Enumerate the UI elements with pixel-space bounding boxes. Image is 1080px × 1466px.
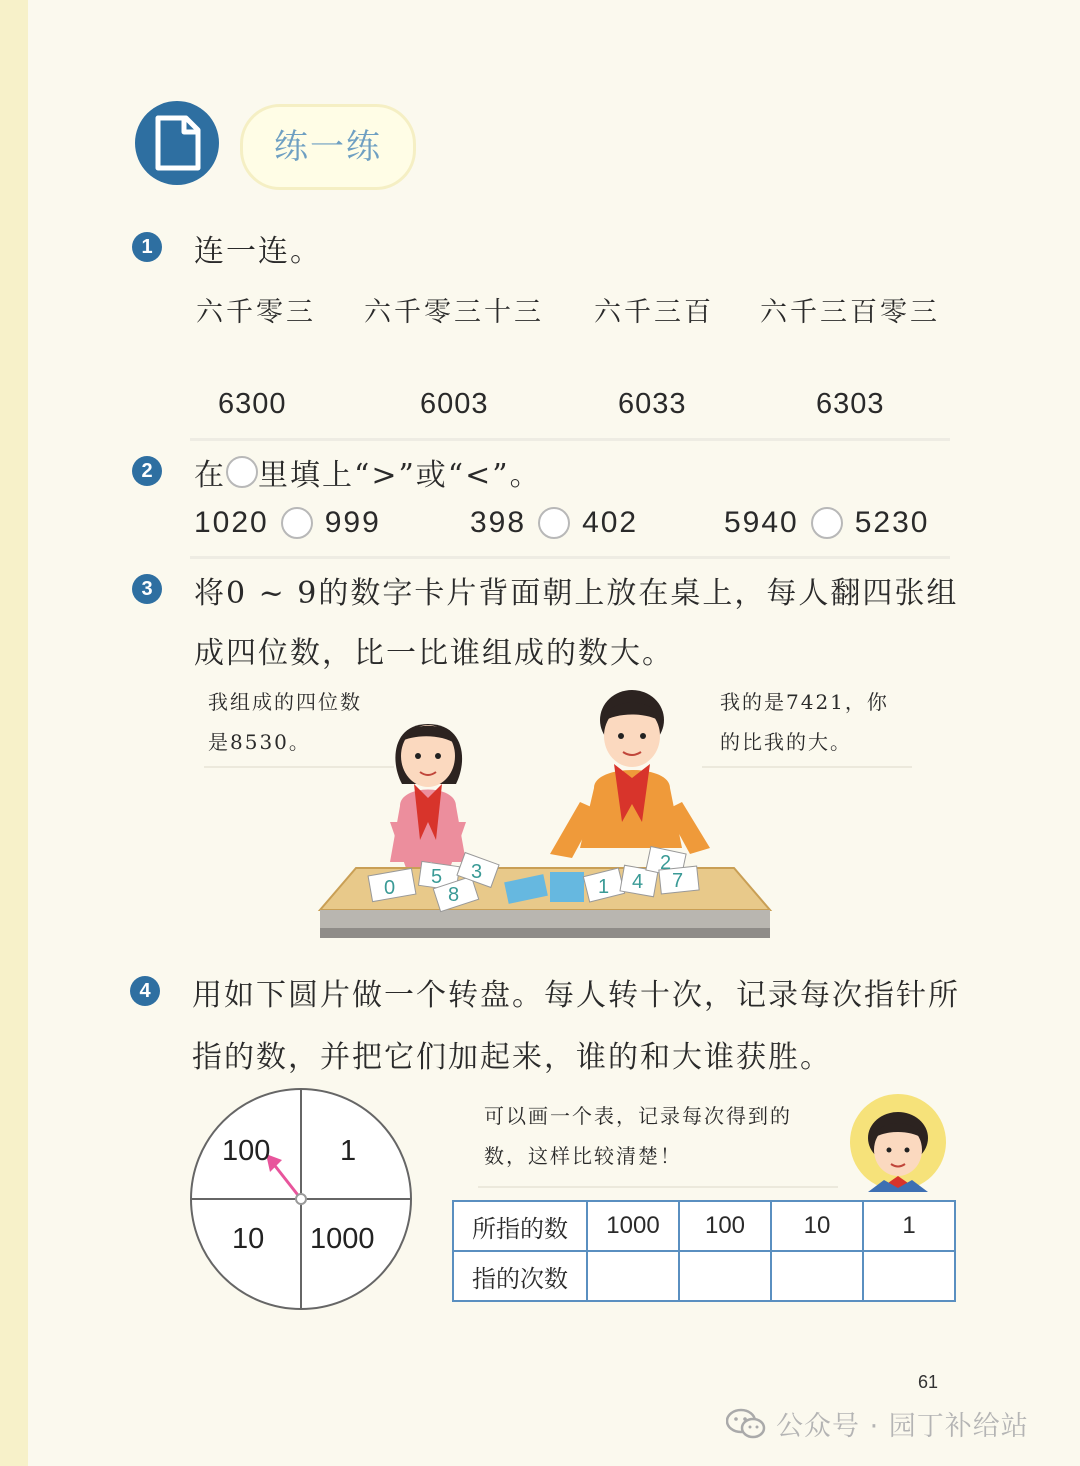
compare-blank[interactable] <box>281 507 313 539</box>
divider <box>190 556 950 559</box>
table-cell-blank[interactable] <box>587 1251 679 1301</box>
question-1-badge: 1 <box>132 232 162 262</box>
card-label: 8 <box>448 884 460 906</box>
table-row <box>453 1201 955 1251</box>
watermark <box>726 1404 1029 1443</box>
tip-speech <box>484 1096 792 1176</box>
question-3-line-2: 成四位数，比一比谁组成的数大。 <box>194 636 674 671</box>
question-3-badge: 3 <box>132 574 162 604</box>
question-4-badge: 4 <box>130 976 160 1006</box>
compare-left: 5940 <box>724 506 799 539</box>
section-icon <box>134 100 220 186</box>
girl-figure <box>390 724 466 868</box>
question-1-text: 连一连。 <box>194 234 322 269</box>
table-cell-blank[interactable] <box>679 1251 771 1301</box>
question-2-text-a: 在 <box>194 458 226 493</box>
word-number-4: 六千三百零三 <box>760 297 940 328</box>
digit-number-4: 6303 <box>816 388 885 420</box>
table-cell: 10 <box>771 1201 863 1251</box>
word-number-2: 六千零三十三 <box>364 297 544 328</box>
children-card-illustration <box>310 672 780 944</box>
card-label: 1 <box>598 876 610 898</box>
question-2-text <box>194 450 542 494</box>
boy-speech-line-2: 的比我的大。 <box>720 730 852 754</box>
watermark-text: 公众号 · 园丁补给站 <box>776 1411 1029 1442</box>
record-table <box>452 1200 956 1302</box>
compare-item-3 <box>724 506 930 540</box>
card-label: 3 <box>471 861 483 883</box>
table-header-pointed-number: 所指的数 <box>453 1201 587 1251</box>
tip-line-2: 数，这样比较清楚！ <box>484 1144 682 1168</box>
digit-number-3: 6033 <box>618 388 687 420</box>
question-4-line-2: 指的数，并把它们加起来，谁的和大谁获胜。 <box>192 1040 832 1075</box>
card-label: 2 <box>660 852 672 874</box>
word-number-1: 六千零三 <box>196 297 316 328</box>
table-header-count: 指的次数 <box>453 1251 587 1301</box>
compare-right: 999 <box>324 506 381 539</box>
table-cell-blank[interactable] <box>771 1251 863 1301</box>
table-cell: 100 <box>679 1201 771 1251</box>
compare-item-2 <box>470 506 638 540</box>
girl-speech-line-2: 是8530。 <box>208 730 311 754</box>
divider <box>190 438 950 441</box>
section-title: 练一练 <box>274 127 382 167</box>
table-row <box>453 1251 955 1301</box>
boy-avatar <box>848 1092 948 1192</box>
wechat-icon <box>726 1408 766 1440</box>
question-2-badge: 2 <box>132 456 162 486</box>
tip-line-1: 可以画一个表，记录每次得到的 <box>484 1104 792 1128</box>
digit-number-1: 6300 <box>218 388 287 420</box>
girl-speech-line-1: 我组成的四位数 <box>208 690 362 714</box>
table-cell-blank[interactable] <box>863 1251 955 1301</box>
compare-circle-sample <box>226 456 258 488</box>
document-icon <box>134 100 220 186</box>
table-cell: 1000 <box>587 1201 679 1251</box>
section-title-pill <box>240 104 416 190</box>
boy-speech-line-1: 我的是7421，你 <box>720 690 889 714</box>
card-label: 0 <box>384 877 396 899</box>
speech-underline <box>478 1186 838 1188</box>
digit-number-2: 6003 <box>420 388 489 420</box>
compare-left: 1020 <box>194 506 269 539</box>
compare-blank[interactable] <box>811 507 843 539</box>
spinner-label: 1 <box>340 1135 357 1167</box>
card-label: 4 <box>632 871 644 893</box>
compare-item-1 <box>194 506 381 540</box>
question-4-line-1: 用如下圆片做一个转盘。每人转十次，记录每次指针所 <box>192 978 960 1013</box>
word-number-3: 六千三百 <box>594 297 714 328</box>
compare-blank[interactable] <box>538 507 570 539</box>
question-2-text-b: 里填上“>”或“<”。 <box>258 458 542 493</box>
spinner-label: 10 <box>232 1223 265 1255</box>
spinner-label: 1000 <box>310 1223 375 1255</box>
page-left-edge <box>0 0 28 1466</box>
table-cell: 1 <box>863 1201 955 1251</box>
spinner-label: 100 <box>222 1135 271 1167</box>
compare-left: 398 <box>470 506 527 539</box>
card-label: 7 <box>672 870 684 892</box>
compare-right: 402 <box>582 506 639 539</box>
spinner-disc <box>186 1084 416 1314</box>
card-label: 5 <box>431 866 443 888</box>
page-number: 61 <box>918 1372 939 1392</box>
question-3-line-1: 将0 ~ 9的数字卡片背面朝上放在桌上，每人翻四张组 <box>194 576 959 611</box>
boy-figure <box>550 690 710 858</box>
compare-right: 5230 <box>854 506 930 539</box>
